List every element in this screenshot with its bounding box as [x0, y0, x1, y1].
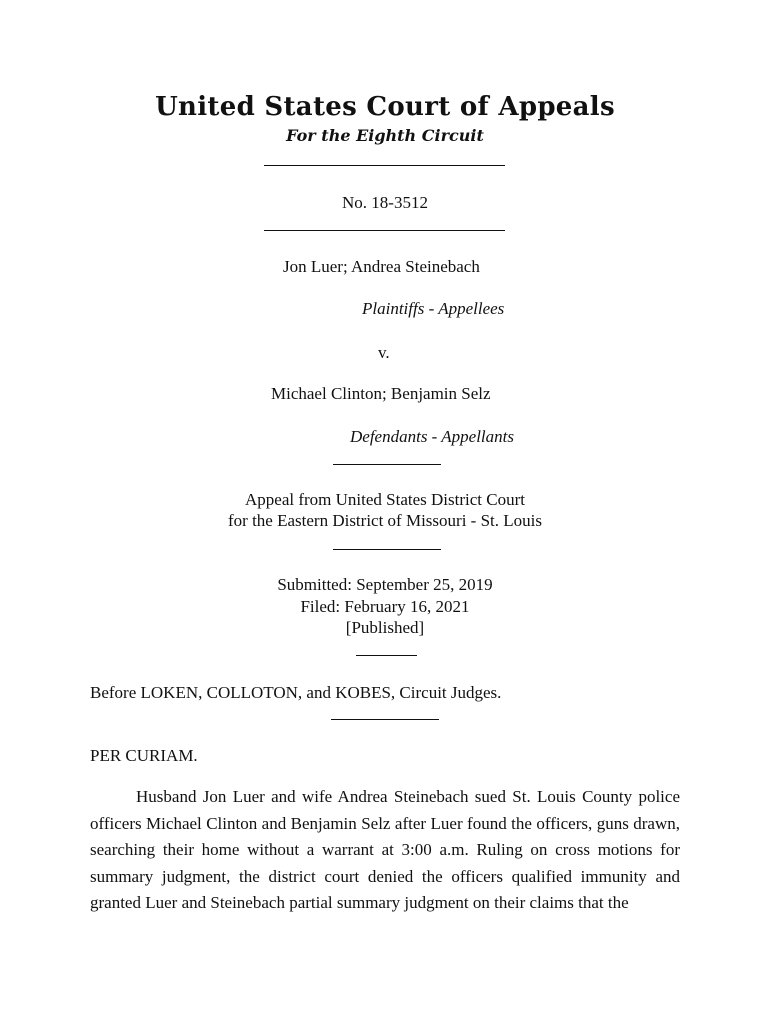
submitted-date: Submitted: September 25, 2019 — [277, 575, 493, 594]
opinion-author: PER CURIAM. — [90, 746, 198, 765]
panel-judges: Before LOKEN, COLLOTON, and KOBES, Circuit Judges. — [90, 683, 502, 702]
filed-date: Filed: February 16, 2021 — [300, 597, 470, 616]
circuit-subtitle: For the Eighth Circuit — [286, 126, 484, 145]
defendants-names: Michael Clinton; Benjamin Selz — [271, 384, 491, 403]
appeal-line-1: Appeal from United States District Court — [245, 490, 525, 509]
opinion-paragraph: Husband Jon Luer and wife Andrea Steinebach sued St. Louis County police officers Michael Clinton and Benjamin Selz after Luer found the officers, guns drawn, searching their home without a warrant at 3:00 a.m. Ruling on cross motions for summary judgment, the district court denied the officers qualified immunity and granted Luer and Steinebach partial summary judgment on their claims that the — [90, 787, 680, 912]
divider — [333, 549, 441, 550]
defendants-role: Defendants - Appellants — [350, 427, 514, 446]
divider — [333, 464, 441, 465]
divider — [331, 719, 439, 720]
divider — [264, 165, 505, 166]
case-number: No. 18-3512 — [342, 193, 428, 212]
court-title: United States Court of Appeals — [155, 92, 615, 122]
plaintiffs-role: Plaintiffs - Appellees — [362, 299, 505, 318]
plaintiffs-names: Jon Luer; Andrea Steinebach — [283, 257, 480, 276]
versus: v. — [378, 343, 390, 362]
divider — [264, 230, 505, 231]
divider — [356, 655, 417, 656]
publication-status: [Published] — [345, 618, 425, 637]
appeal-line-2: for the Eastern District of Missouri - St. Louis — [228, 511, 542, 530]
